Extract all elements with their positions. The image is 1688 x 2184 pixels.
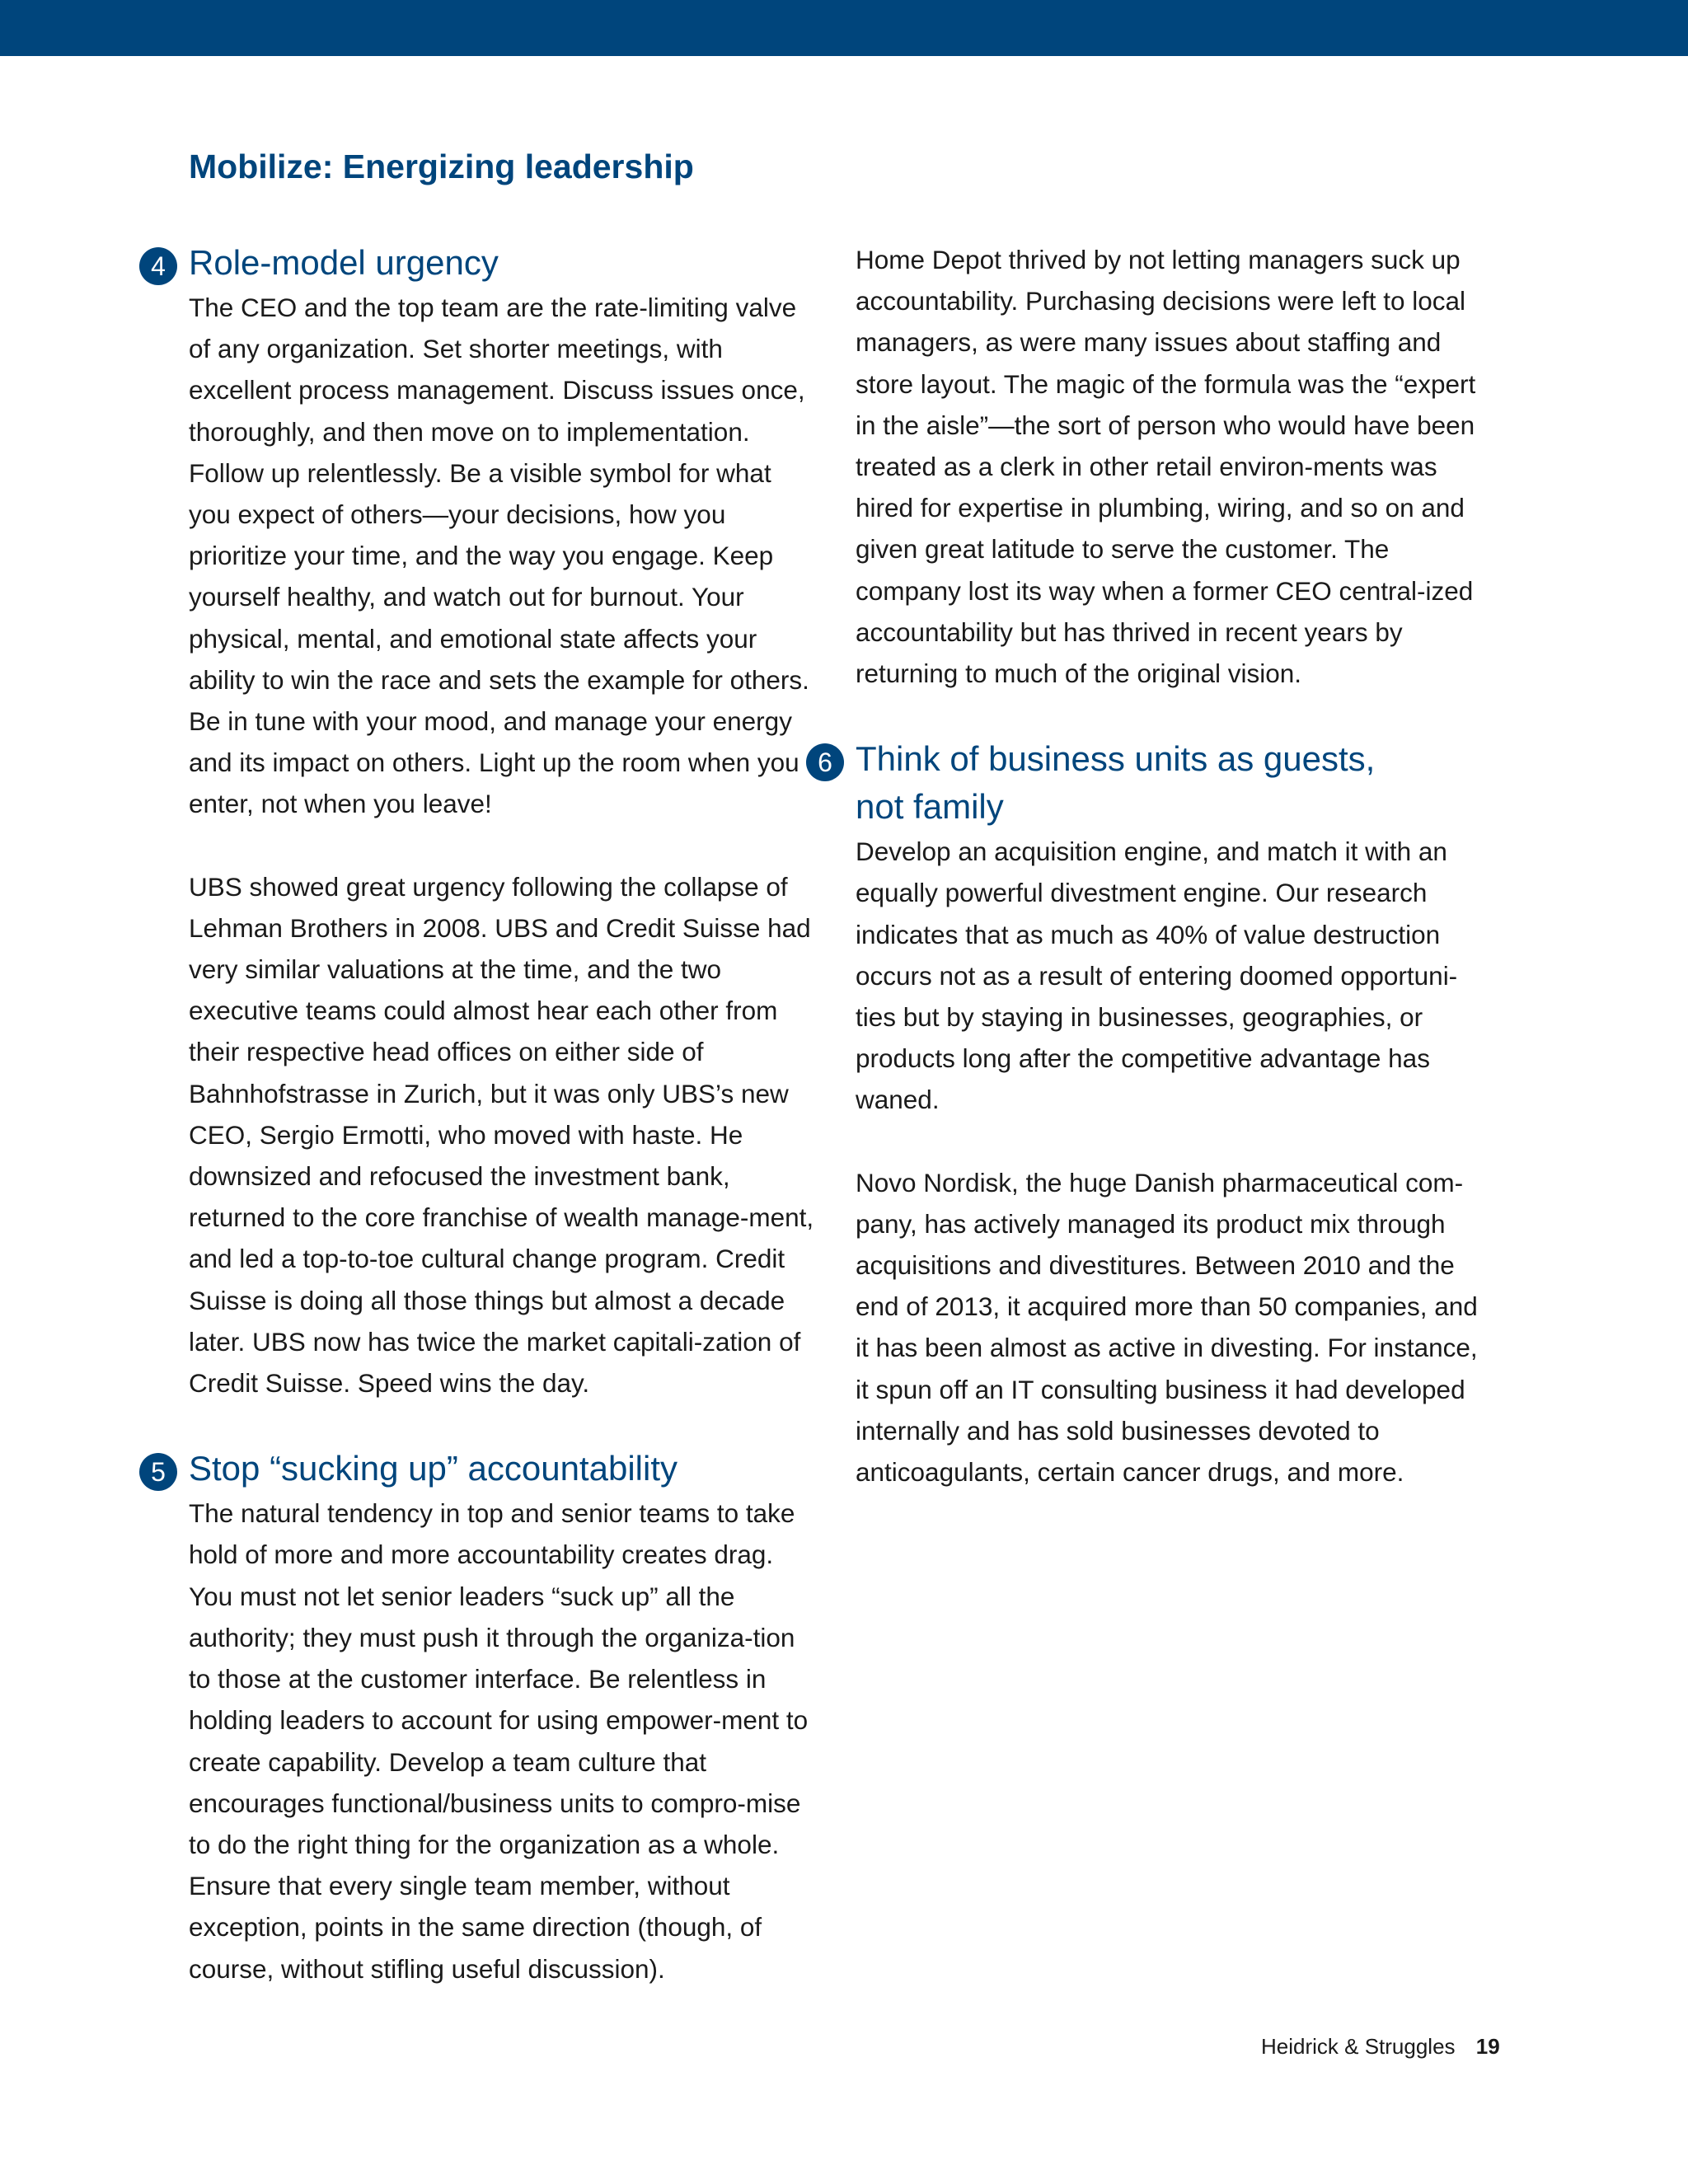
top-banner <box>0 0 1688 56</box>
number-badge: 6 <box>806 743 844 781</box>
item-heading-text: Stop “sucking up” accountability <box>189 1449 678 1488</box>
paragraph: The CEO and the top team are the rate-limiting valve of any organization. Set shorter meetings, with excellent process management. Discuss issues once, thoroughly, and then move on to implementation. Follow up relentlessly. Be a visible symbol for what you expect of others—your decisions, how you prioritize your time, and the way you engage. Keep yourself healthy, and watch out for burnout. Your physical, mental, and emotional state affects your ability to win the race and sets the example for others. Be in tune with your mood, and manage your energy and its impact on others. Light up the room when you enter, not when you leave! <box>189 293 809 819</box>
item-heading <box>151 1445 815 1493</box>
item-heading-text: Role-model urgency <box>189 243 499 282</box>
item-4 <box>151 239 815 1404</box>
publisher-name: Heidrick & Struggles <box>1261 2034 1456 2059</box>
item-5 <box>151 1445 815 1989</box>
section-title: Mobilize: Energizing leadership <box>189 148 694 185</box>
item-heading <box>151 239 815 287</box>
left-column <box>151 239 815 1990</box>
number-badge: 5 <box>139 1453 177 1491</box>
paragraph: UBS showed great urgency following the collapse of Lehman Brothers in 2008. UBS and Credit Suisse had very similar valuations at the time, and the two executive teams could almost hear each other from their respective head offices on either side of Bahnhofstrasse in Zurich, but it was only UBS’s new CEO, Sergio Ermotti, who moved with haste. He downsized and refocused the investment bank, returned to the core franchise of wealth manage-ment, and led a top-to-toe cultural change program. Credit Suisse is doing all those things but almost a decade later. UBS now has twice the market capitali-zation of Credit Suisse. Speed wins the day. <box>189 871 814 1399</box>
item-heading <box>818 735 1490 831</box>
paragraph: The natural tendency in top and senior teams to take hold of more and more accountability creates drag. You must not let senior leaders “suck up” all the authority; they must push it through the organiza-tion to those at the customer interface. Be relentless in holding leaders to account for using empower-ment to create capability. Develop a team culture that encourages functional/business units to compro-mise to do the right thing for the organization as a whole. Ensure that every single team member, without exception, points in the same direction (though, of course, without stifling useful discussion). <box>189 1498 809 1984</box>
right-column <box>818 239 1490 1493</box>
item-6 <box>818 735 1490 1493</box>
paragraph: Home Depot thrived by not letting managers suck up accountability. Purchasing decisions were left to local managers, as were many issues about staffing and store layout. The magic of the formula was the “expert in the aisle”—the sort of person who would have been treated as a clerk in other retail environ-ments was hired for expertise in plumbing, wiring, and so on and given great latitude to serve the customer. The company lost its way when a former CEO central-ized accountability but has thrived in recent years by returning to much of the original vision. <box>856 245 1476 689</box>
page-number: 19 <box>1475 2034 1500 2059</box>
paragraph: Novo Nordisk, the huge Danish pharmaceutical com-pany, has actively managed its product mix through acquisitions and divestitures. Between 2010 and the end of 2013, it acquired more than 50 companies, and it has been almost as active in divesting. For instance, it spun off an IT consulting business it had developed internally and has sold businesses devoted to anticoagulants, certain cancer drugs, and more. <box>856 1167 1478 1488</box>
item-5-continued <box>856 239 1490 694</box>
number-badge: 4 <box>139 247 177 285</box>
page-footer <box>1261 2034 1500 2060</box>
item-heading-line-2: not family <box>856 787 1004 827</box>
paragraph: Develop an acquisition engine, and match it with an equally powerful divestment engine. Our research indicates that as much as 40% of value destruction occurs not as a result of entering doomed opportuni-ties but by staying in businesses, geographies, or products long after the competitive advantage has waned. <box>856 837 1458 1115</box>
item-heading-line-1: Think of business units as guests, <box>856 739 1376 779</box>
